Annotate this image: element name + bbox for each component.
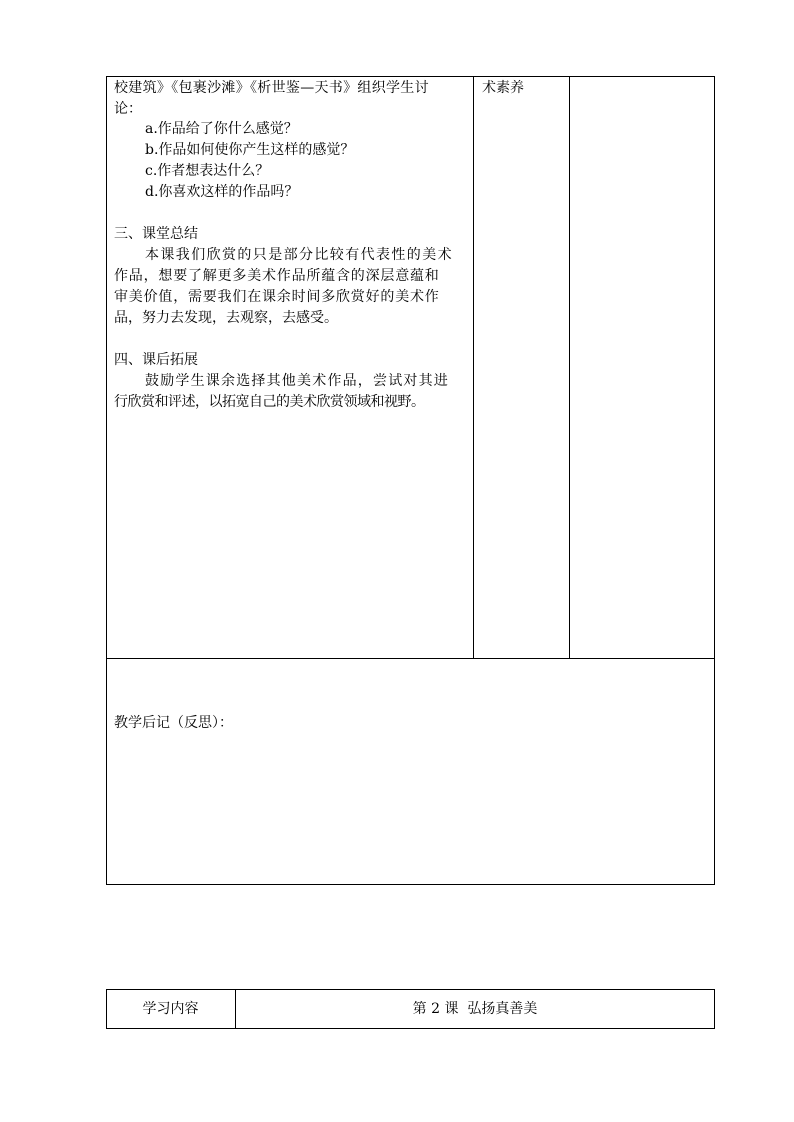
table1-row-divider <box>106 658 715 659</box>
section3-title: 三、课堂总结 <box>114 226 198 242</box>
section3-line-2: 作品，想要了解更多美术作品所蕴含的深层意蕴和 <box>114 268 440 284</box>
section3-line-3: 审美价值，需要我们在课余时间多欣赏好的美术作 <box>114 289 440 305</box>
intro-line-2: 论： <box>114 101 142 117</box>
table2-label: 学习内容 <box>142 1001 199 1017</box>
table2-right-border <box>714 989 715 1029</box>
table2-lesson-title: 第 2 课 弘扬真善美 <box>412 1001 538 1017</box>
reflection-label: 教学后记（反思）： <box>114 715 233 731</box>
section4-line-2: 行欣赏和评述，以拓宽自己的美术欣赏领域和视野。 <box>114 394 425 410</box>
table1-left-border <box>106 76 107 885</box>
table1-right-border <box>714 76 715 885</box>
question-d: d.你喜欢这样的作品吗？ <box>145 184 299 200</box>
table2-bottom-border <box>106 1028 715 1029</box>
section3-line-4: 品，努力去发现，去观察，去感受。 <box>114 310 338 326</box>
table1-col-divider-2 <box>569 76 570 659</box>
question-c: c.作者想表达什么？ <box>145 163 270 179</box>
question-a: a.作品给了你什么感觉？ <box>145 121 298 137</box>
table1-col-divider-1 <box>473 76 474 659</box>
section4-title: 四、课后拓展 <box>114 352 198 368</box>
table2-top-border <box>106 989 715 990</box>
side-column-text: 术素养 <box>482 80 524 96</box>
question-b: b.作品如何使你产生这样的感觉？ <box>145 142 355 158</box>
table1-bottom-border <box>106 884 715 885</box>
intro-line-1: 校建筑》《包裹沙滩》《析世鉴—天书》组织学生讨 <box>114 80 429 96</box>
section4-line-1: 鼓励学生课余选择其他美术作品，尝试对其进 <box>145 373 449 389</box>
table1-top-border <box>106 76 715 77</box>
section3-line-1: 本课我们欣赏的只是部分比较有代表性的美术 <box>145 247 453 263</box>
